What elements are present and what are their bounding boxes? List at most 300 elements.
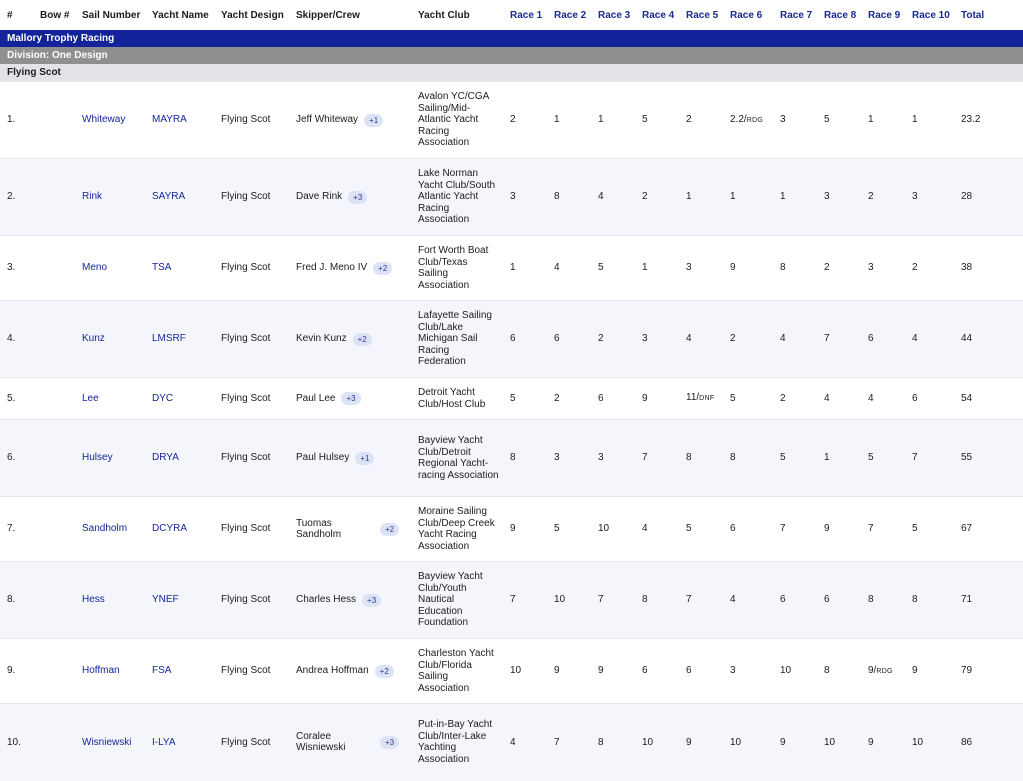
race-9-score — [861, 236, 905, 301]
skipper-crew-wrap — [296, 518, 407, 541]
table-row[interactable] — [0, 420, 1023, 497]
crew-count-badge[interactable]: +2 — [373, 262, 392, 275]
race-score-value: 1 — [686, 191, 692, 203]
yacht-club-cell: Moraine Sailing Club/Deep Creek Yacht Racing Association — [411, 497, 503, 562]
crew-count-badge[interactable]: +3 — [341, 392, 360, 405]
skipper-name: Coralee Wisniewski — [296, 730, 346, 754]
crew-count-badge[interactable]: +1 — [355, 452, 374, 465]
yacht-design-cell: Flying Scot — [214, 562, 289, 639]
race-score-value: 9 — [824, 523, 830, 535]
race-6-score — [723, 497, 773, 562]
rank-cell: 7. — [0, 497, 33, 562]
race-score-value: 6 — [510, 333, 516, 345]
skipper-crew-cell — [289, 639, 411, 704]
race-9-score — [861, 704, 905, 781]
race-5-score — [679, 301, 723, 378]
race-3-score — [591, 82, 635, 159]
race-score-value: 5 — [598, 262, 604, 274]
race-8-score — [817, 301, 861, 378]
total-cell: 67 — [954, 497, 1023, 562]
race-score-value: 6 — [824, 594, 830, 606]
crew-count-badge[interactable]: +3 — [380, 736, 399, 749]
rank-cell: 9. — [0, 639, 33, 704]
col-race-7-header[interactable]: Race 7 — [780, 9, 813, 21]
rank-cell: 5. — [0, 378, 33, 420]
race-score-value: 9 — [780, 736, 786, 748]
table-row[interactable] — [0, 159, 1023, 236]
total-cell: 79 — [954, 639, 1023, 704]
skipper-name: Tuomas Sandholm — [296, 517, 342, 540]
race-score-value: 2 — [598, 333, 604, 345]
col-race-5-header[interactable]: Race 5 — [686, 9, 719, 21]
race-score-value: 6 — [686, 665, 692, 677]
col-race-4-header[interactable]: Race 4 — [642, 9, 675, 21]
race-score-value: 8 — [598, 736, 604, 748]
race-score-value: 5 — [780, 452, 786, 464]
skipper-crew-cell — [289, 159, 411, 236]
yacht-design-cell: Flying Scot — [214, 704, 289, 781]
bow-cell — [33, 420, 75, 497]
race-7-score — [773, 236, 817, 301]
race-5-score — [679, 236, 723, 301]
race-3-score — [591, 562, 635, 639]
skipper-name: Dave Rink — [296, 191, 343, 203]
race-6-score — [723, 159, 773, 236]
race-1-score — [503, 236, 547, 301]
race-2-score — [547, 420, 591, 497]
race-6-score — [723, 301, 773, 378]
race-score-value: 7 — [598, 594, 604, 606]
race-score-value: 4 — [912, 333, 918, 345]
race-7-score — [773, 159, 817, 236]
bow-cell — [33, 639, 75, 704]
race-score-value: 2.2/ — [730, 113, 747, 125]
table-row[interactable] — [0, 704, 1023, 781]
race-7-score — [773, 497, 817, 562]
sail-number-link[interactable]: Kunz — [75, 301, 145, 378]
race-6-score — [723, 378, 773, 420]
skipper-crew-wrap — [296, 262, 407, 275]
race-9-score — [861, 301, 905, 378]
skipper-crew-cell — [289, 704, 411, 781]
event-band — [0, 30, 1023, 47]
yacht-club-cell: Bayview Yacht Club/Youth Nautical Education Foundation — [411, 562, 503, 639]
race-9-score — [861, 378, 905, 420]
col-yacht-name-header[interactable]: Yacht Name — [152, 9, 209, 21]
race-score-value: 4 — [730, 594, 736, 606]
penalty-code: RDG — [876, 667, 893, 675]
race-score-value: 2 — [780, 392, 786, 404]
yacht-club-cell: Lake Norman Yacht Club/South Atlantic Yacht Racing Association — [411, 159, 503, 236]
bow-cell — [33, 82, 75, 159]
race-score-value: 5 — [824, 114, 830, 126]
rank-cell: 8. — [0, 562, 33, 639]
race-score-value: 7 — [868, 523, 874, 535]
bow-cell — [33, 497, 75, 562]
col-race-3-header[interactable]: Race 3 — [598, 9, 631, 21]
table-row[interactable] — [0, 562, 1023, 639]
race-score-value: 2 — [554, 392, 560, 404]
table-row[interactable] — [0, 639, 1023, 704]
yacht-name-link[interactable]: I-LYA — [145, 704, 214, 781]
race-10-score — [905, 378, 954, 420]
race-2-score — [547, 301, 591, 378]
yacht-design-cell: Flying Scot — [214, 420, 289, 497]
skipper-crew-wrap — [296, 333, 407, 346]
race-score-value: 9 — [510, 523, 516, 535]
col-yacht-design-header[interactable]: Yacht Design — [221, 9, 284, 21]
race-score-value: 4 — [868, 392, 874, 404]
col-race-2-header[interactable]: Race 2 — [554, 9, 587, 21]
race-score-value: 7 — [780, 523, 786, 535]
race-8-score — [817, 639, 861, 704]
rank-cell: 1. — [0, 82, 33, 159]
race-10-score — [905, 562, 954, 639]
race-score-value: 10 — [912, 736, 924, 748]
table-row[interactable] — [0, 82, 1023, 159]
race-7-score — [773, 704, 817, 781]
yacht-name-link[interactable]: SAYRA — [145, 159, 214, 236]
table-row[interactable] — [0, 378, 1023, 420]
race-score-value: 1 — [868, 114, 874, 126]
sail-number-link[interactable]: Hulsey — [75, 420, 145, 497]
yacht-club-cell: Charleston Yacht Club/Florida Sailing Association — [411, 639, 503, 704]
sail-number-link[interactable]: Sandholm — [75, 497, 145, 562]
race-score-value: 3 — [780, 114, 786, 126]
race-1-score — [503, 159, 547, 236]
race-score-value: 6 — [642, 665, 648, 677]
skipper-name: Kevin Kunz — [296, 333, 347, 345]
race-1-score — [503, 301, 547, 378]
table-row[interactable] — [0, 236, 1023, 301]
race-2-score — [547, 562, 591, 639]
race-score-value: 3 — [824, 191, 830, 203]
col-sail-number-header[interactable]: Sail Number — [82, 9, 141, 21]
race-score-value: 4 — [686, 333, 692, 345]
race-score-value: 9 — [868, 736, 874, 748]
race-5-score — [679, 562, 723, 639]
race-10-score — [905, 236, 954, 301]
race-score-value: 2 — [868, 191, 874, 203]
rank-cell: 2. — [0, 159, 33, 236]
crew-count-badge[interactable]: +2 — [353, 333, 372, 346]
race-score-value: 1 — [642, 262, 648, 274]
race-4-score — [635, 497, 679, 562]
total-cell: 71 — [954, 562, 1023, 639]
group-bands — [0, 30, 1023, 82]
col-race-6-header[interactable]: Race 6 — [730, 9, 763, 21]
yacht-name-link[interactable]: DYC — [145, 378, 214, 420]
race-score-value: 3 — [642, 333, 648, 345]
table-row[interactable] — [0, 497, 1023, 562]
sail-number-link[interactable]: Lee — [75, 378, 145, 420]
race-8-score — [817, 159, 861, 236]
race-score-value: 2 — [510, 114, 516, 126]
race-2-score — [547, 704, 591, 781]
race-score-value: 1 — [598, 114, 604, 126]
bow-cell — [33, 159, 75, 236]
sail-number-link[interactable]: Hoffman — [75, 639, 145, 704]
race-8-score — [817, 82, 861, 159]
race-10-score — [905, 159, 954, 236]
race-10-score — [905, 301, 954, 378]
race-5-score — [679, 159, 723, 236]
race-score-value: 2 — [686, 114, 692, 126]
col-race-9-header[interactable]: Race 9 — [868, 9, 901, 21]
race-score-value: 3 — [510, 191, 516, 203]
race-score-value: 1 — [912, 114, 918, 126]
race-score-value: 10 — [824, 736, 836, 748]
race-4-score — [635, 562, 679, 639]
race-1-score — [503, 704, 547, 781]
race-4-score — [635, 159, 679, 236]
race-3-score — [591, 159, 635, 236]
yacht-name-link[interactable]: YNEF — [145, 562, 214, 639]
race-score-value: 6 — [554, 333, 560, 345]
yacht-design-cell: Flying Scot — [214, 236, 289, 301]
race-2-score — [547, 497, 591, 562]
crew-count-badge[interactable]: +3 — [362, 594, 381, 607]
race-7-score — [773, 420, 817, 497]
race-3-score — [591, 420, 635, 497]
race-6-score — [723, 639, 773, 704]
yacht-name-link[interactable]: DCYRA — [145, 497, 214, 562]
race-score-value: 7 — [912, 452, 918, 464]
race-score-value: 9/ — [868, 664, 877, 676]
skipper-name: Paul Lee — [296, 392, 336, 404]
race-4-score — [635, 236, 679, 301]
race-3-score — [591, 639, 635, 704]
skipper-crew-cell — [289, 378, 411, 420]
class-title: Flying Scot — [0, 64, 1023, 82]
race-score-value: 11/ — [686, 392, 700, 404]
race-3-score — [591, 236, 635, 301]
race-7-score — [773, 301, 817, 378]
crew-count-badge[interactable]: +2 — [380, 523, 399, 536]
race-5-score — [679, 639, 723, 704]
race-9-score — [861, 82, 905, 159]
race-score-value: 3 — [686, 262, 692, 274]
skipper-crew-wrap — [296, 392, 407, 405]
race-2-score — [547, 159, 591, 236]
crew-count-badge[interactable]: +1 — [364, 114, 383, 127]
division-band — [0, 47, 1023, 64]
col-yacht-club-header[interactable]: Yacht Club — [418, 9, 470, 21]
race-8-score — [817, 562, 861, 639]
yacht-name-link[interactable]: DRYA — [145, 420, 214, 497]
skipper-crew-cell — [289, 497, 411, 562]
race-score-value: 9 — [912, 665, 918, 677]
race-9-score — [861, 497, 905, 562]
table-row[interactable] — [0, 301, 1023, 378]
skipper-crew-wrap — [296, 665, 407, 678]
race-6-score — [723, 420, 773, 497]
race-2-score — [547, 82, 591, 159]
skipper-crew-wrap — [296, 452, 407, 465]
sail-number-link[interactable]: Hess — [75, 562, 145, 639]
race-6-score — [723, 562, 773, 639]
race-score-value: 8 — [780, 262, 786, 274]
rank-cell: 3. — [0, 236, 33, 301]
penalty-code: DNF — [699, 395, 715, 403]
skipper-crew-cell — [289, 562, 411, 639]
yacht-club-cell: Bayview Yacht Club/Detroit Regional Yacht-racing Association — [411, 420, 503, 497]
race-2-score — [547, 378, 591, 420]
total-cell: 23.2 — [954, 82, 1023, 159]
race-10-score — [905, 420, 954, 497]
yacht-design-cell: Flying Scot — [214, 639, 289, 704]
race-score-value: 4 — [780, 333, 786, 345]
race-score-value: 4 — [598, 191, 604, 203]
skipper-crew-wrap — [296, 731, 407, 754]
race-score-value: 10 — [598, 523, 610, 535]
race-3-score — [591, 704, 635, 781]
sail-number-link[interactable]: Wisniewski — [75, 704, 145, 781]
race-1-score — [503, 82, 547, 159]
race-score-value: 3 — [598, 452, 604, 464]
skipper-crew-cell — [289, 82, 411, 159]
col-skipper-crew-header[interactable]: Skipper/Crew — [296, 9, 360, 21]
penalty-code: RDG — [746, 116, 764, 124]
race-6-score — [723, 704, 773, 781]
race-6-score — [723, 82, 773, 159]
rank-cell: 4. — [0, 301, 33, 378]
race-score-value: 3 — [912, 191, 918, 203]
race-8-score — [817, 497, 861, 562]
race-score-value: 8 — [824, 665, 830, 677]
sail-number-link[interactable]: Rink — [75, 159, 145, 236]
yacht-name-link[interactable]: TSA — [145, 236, 214, 301]
total-cell: 44 — [954, 301, 1023, 378]
yacht-design-cell: Flying Scot — [214, 378, 289, 420]
yacht-design-cell: Flying Scot — [214, 82, 289, 159]
race-4-score — [635, 82, 679, 159]
race-score-value: 3 — [868, 262, 874, 274]
race-8-score — [817, 420, 861, 497]
col-race-10-header[interactable]: Race 10 — [912, 9, 950, 21]
race-4-score — [635, 301, 679, 378]
race-3-score — [591, 301, 635, 378]
bow-cell — [33, 301, 75, 378]
race-2-score — [547, 236, 591, 301]
skipper-name: Paul Hulsey — [296, 452, 350, 464]
col-bow-header[interactable]: Bow # — [40, 9, 70, 21]
race-score-value: 8 — [912, 594, 918, 606]
bow-cell — [33, 378, 75, 420]
rank-cell: 10. — [0, 704, 33, 781]
race-8-score — [817, 704, 861, 781]
table-header-row — [0, 0, 1023, 30]
result-rows — [0, 82, 1023, 781]
race-5-score — [679, 82, 723, 159]
sail-number-link[interactable]: Whiteway — [75, 82, 145, 159]
yacht-club-cell: Avalon YC/CGA Sailing/Mid-Atlantic Yacht Racing Association — [411, 82, 503, 159]
race-4-score — [635, 420, 679, 497]
race-9-score — [861, 159, 905, 236]
race-score-value: 9 — [598, 665, 604, 677]
race-10-score — [905, 639, 954, 704]
race-score-value: 5 — [912, 523, 918, 535]
race-score-value: 1 — [554, 114, 560, 126]
race-score-value: 2 — [824, 262, 830, 274]
race-score-value: 8 — [730, 452, 736, 464]
skipper-crew-wrap — [296, 191, 407, 204]
race-score-value: 4 — [824, 392, 830, 404]
race-score-value: 4 — [554, 262, 560, 274]
sail-number-link[interactable]: Meno — [75, 236, 145, 301]
race-score-value: 10 — [730, 736, 742, 748]
yacht-club-cell: Fort Worth Boat Club/Texas Sailing Association — [411, 236, 503, 301]
race-score-value: 8 — [868, 594, 874, 606]
race-1-score — [503, 639, 547, 704]
race-score-value: 8 — [642, 594, 648, 606]
col-race-8-header[interactable]: Race 8 — [824, 9, 857, 21]
race-score-value: 10 — [510, 665, 522, 677]
yacht-name-link[interactable]: LMSRF — [145, 301, 214, 378]
race-5-score — [679, 378, 723, 420]
race-1-score — [503, 562, 547, 639]
race-10-score — [905, 82, 954, 159]
yacht-name-link[interactable]: MAYRA — [145, 82, 214, 159]
crew-count-badge[interactable]: +2 — [375, 665, 394, 678]
race-6-score — [723, 236, 773, 301]
race-8-score — [817, 236, 861, 301]
race-score-value: 1 — [730, 191, 736, 203]
yacht-club-cell: Lafayette Sailing Club/Lake Michigan Sail Racing Federation — [411, 301, 503, 378]
total-cell: 86 — [954, 704, 1023, 781]
bow-cell — [33, 236, 75, 301]
race-1-score — [503, 420, 547, 497]
race-score-value: 7 — [824, 333, 830, 345]
race-score-value: 9 — [642, 392, 648, 404]
race-5-score — [679, 497, 723, 562]
col-total-header[interactable]: Total — [961, 9, 985, 21]
race-4-score — [635, 639, 679, 704]
race-score-value: 1 — [780, 191, 786, 203]
race-score-value: 2 — [912, 262, 918, 274]
race-score-value: 7 — [554, 736, 560, 748]
race-score-value: 7 — [510, 594, 516, 606]
skipper-name: Andrea Hoffman — [296, 665, 369, 677]
race-score-value: 3 — [730, 665, 736, 677]
col-rank-header[interactable]: # — [7, 9, 13, 21]
skipper-crew-cell — [289, 420, 411, 497]
race-score-value: 6 — [730, 523, 736, 535]
race-score-value: 7 — [642, 452, 648, 464]
skipper-name: Charles Hess — [296, 594, 357, 606]
yacht-design-cell: Flying Scot — [214, 301, 289, 378]
race-3-score — [591, 378, 635, 420]
skipper-crew-cell — [289, 301, 411, 378]
race-score-value: 6 — [598, 392, 604, 404]
total-cell: 38 — [954, 236, 1023, 301]
race-score-value: 9 — [686, 736, 692, 748]
race-4-score — [635, 378, 679, 420]
race-10-score — [905, 704, 954, 781]
race-score-value: 10 — [554, 594, 566, 606]
race-7-score — [773, 639, 817, 704]
skipper-name: Fred J. Meno IV — [296, 262, 368, 274]
race-10-score — [905, 497, 954, 562]
col-race-1-header[interactable]: Race 1 — [510, 9, 543, 21]
skipper-crew-cell — [289, 236, 411, 301]
race-5-score — [679, 704, 723, 781]
crew-count-badge[interactable]: +3 — [348, 191, 367, 204]
race-9-score — [861, 639, 905, 704]
race-score-value: 4 — [642, 523, 648, 535]
total-cell: 55 — [954, 420, 1023, 497]
yacht-name-link[interactable]: FSA — [145, 639, 214, 704]
